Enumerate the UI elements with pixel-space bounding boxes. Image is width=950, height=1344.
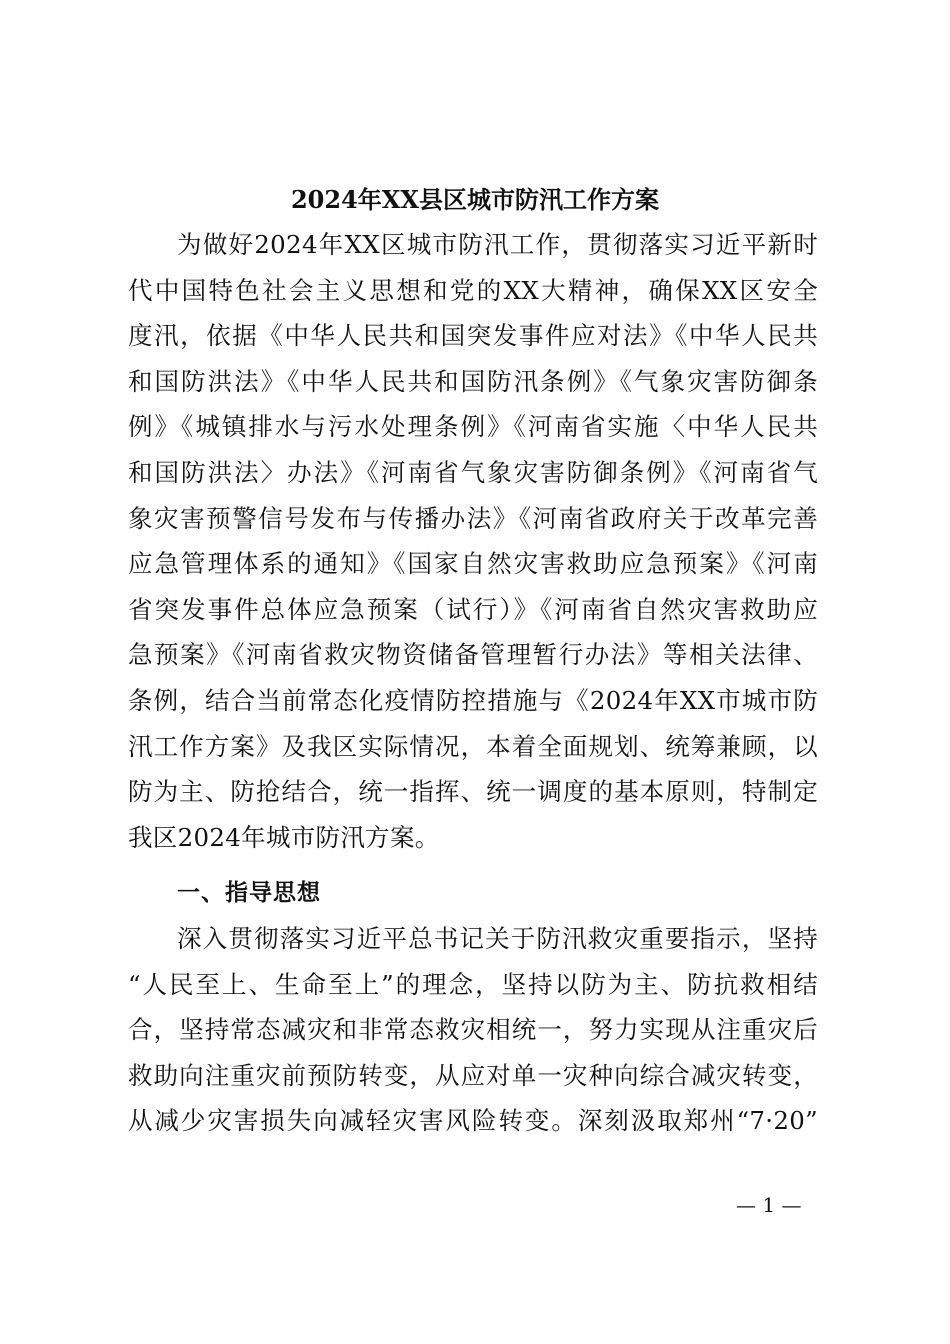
paragraph-line: 汛工作方案》及我区实际情况，本着全面规划、统筹兼顾，以 [128, 731, 818, 761]
section-heading: 一、指导思想 [177, 880, 321, 906]
paragraph-line: 急预案》《河南省救灾物资储备管理暂行办法》等相关法律、 [128, 640, 818, 670]
paragraph-line: 和国防洪法〉办法》《河南省气象灾害防御条例》《河南省气 [128, 457, 818, 487]
paragraph-line: 防为主、防抢结合，统一指挥、统一调度的基本原则，特制定 [128, 777, 818, 807]
paragraph-line: 救助向注重灾前预防转变，从应对单一灾种向综合减灾转变， [128, 1060, 818, 1090]
page-number: — 1 — [736, 1193, 802, 1217]
paragraph-line: 和国防洪法》《中华人民共和国防汛条例》《气象灾害防御条 [128, 366, 818, 396]
paragraph-line: 条例，结合当前常态化疫情防控措施与《2024年XX市城市防 [128, 685, 818, 715]
paragraph-line: “人民至上、生命至上”的理念，坚持以防为主、防抗救相结 [128, 969, 818, 999]
section1-paragraph [128, 916, 818, 1144]
paragraph-line: 度汛，依据《中华人民共和国突发事件应对法》《中华人民共 [128, 321, 818, 351]
paragraph-line: 象灾害预警信号发布与传播办法》《河南省政府关于改革完善 [128, 503, 818, 533]
document-title: 2024年XX县区城市防汛工作方案 [290, 185, 660, 214]
paragraph-line: 应急管理体系的通知》《国家自然灾害救助应急预案》《河南 [128, 549, 818, 579]
paragraph-line: 为做好2024年XX区城市防汛工作，贯彻落实习近平新时 [177, 230, 818, 259]
intro-paragraph [128, 222, 818, 860]
paragraph-line: 合，坚持常态减灾和非常态救灾相统一，努力实现从注重灾后 [128, 1015, 818, 1045]
paragraph-line: 例》《城镇排水与污水处理条例》《河南省实施〈中华人民共 [128, 412, 818, 442]
paragraph-line: 深入贯彻落实习近平总书记关于防汛救灾重要指示，坚持 [177, 924, 818, 953]
paragraph-line: 省突发事件总体应急预案（试行）》《河南省自然灾害救助应 [128, 594, 818, 624]
paragraph-line: 从减少灾害损失向减轻灾害风险转变。深刻汲取郑州“7·20” [128, 1106, 818, 1136]
paragraph-line: 我区2024年城市防汛方案。 [128, 822, 440, 852]
paragraph-line: 代中国特色社会主义思想和党的XX大精神，确保XX区安全 [128, 275, 818, 305]
